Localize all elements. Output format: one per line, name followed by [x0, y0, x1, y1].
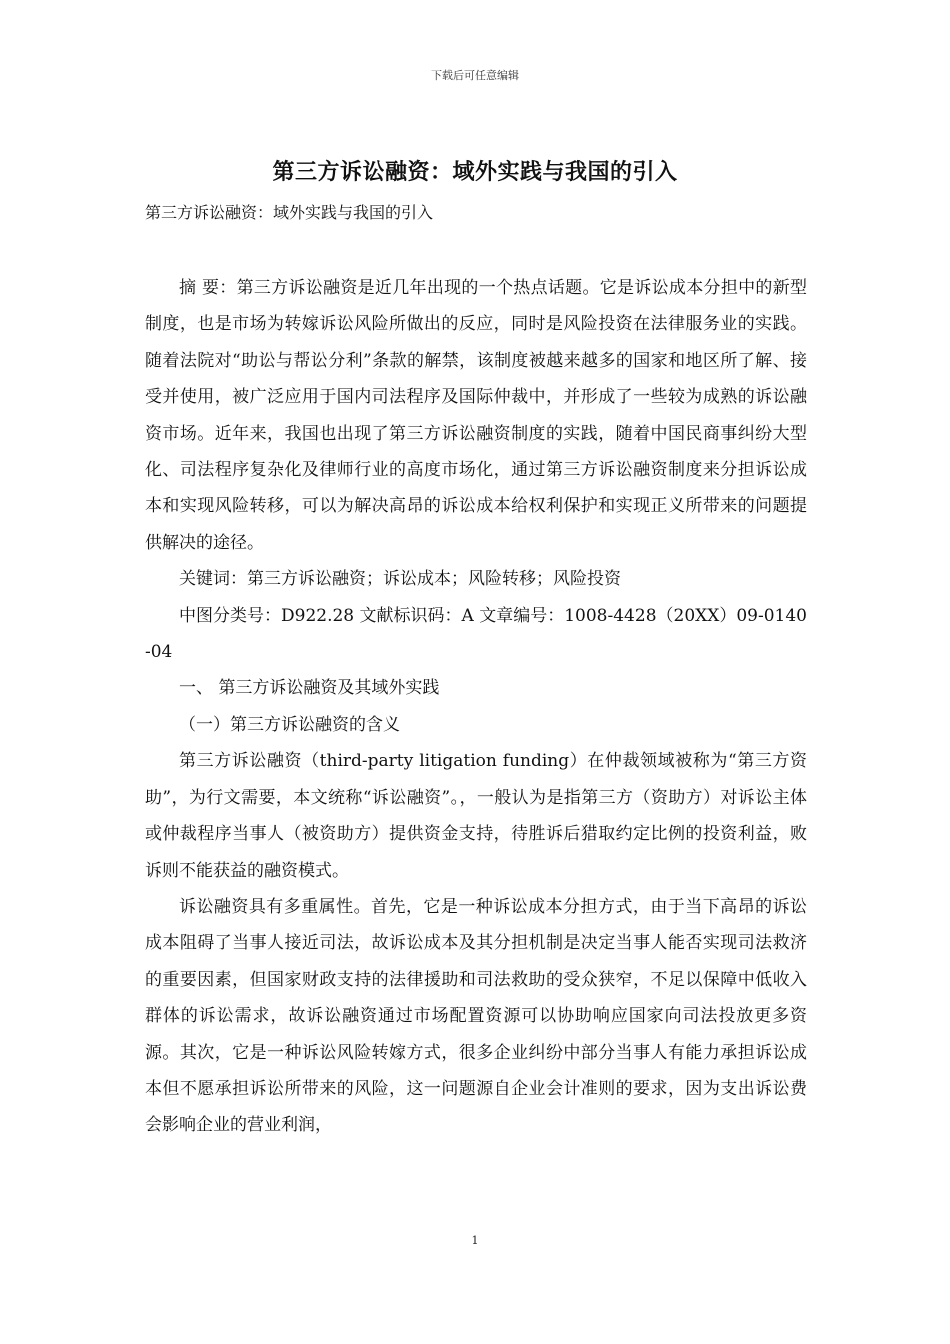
section-heading: 一、 第三方诉讼融资及其域外实践: [179, 678, 440, 699]
definition-paragraph: 第三方诉讼融资（third-party litigation funding）在仲裁领域被称为“第三方资助”，为行文需要，本文统称“诉讼融资”。，一般认为是指第三方（资助方）对诉讼主体或仲裁程序当事人（被资助方）提供资金支持，待胜诉后猎取约定比例的投资利益，败诉则不能获益的融资模式。: [145, 751, 807, 881]
attributes-paragraph: 诉讼融资具有多重属性。首先，它是一种诉讼成本分担方式，由于当下高昂的诉讼成本阻碍了当事人接近司法，故诉讼成本及其分担机制是决定当事人能否实现司法救济的重要因素，但国家财政支持的法律援助和司法救助的受众狭窄，不足以保障中低收入群体的诉讼需求，故诉讼融资通过市场配置资源可以协助响应国家向司法投放更多资源。其次，它是一种诉讼风险转嫁方式，很多企业纠纷中部分当事人有能力承担诉讼成本但不愿承担诉讼所带来的风险，这一问题源自企业会计准则的要求，因为支出诉讼费会影响企业的营业利润，: [145, 896, 807, 1136]
classification-paragraph: 中图分类号：D922.28 文献标识码：A 文章编号：1008-4428（20XX）09-0140-04: [145, 605, 807, 663]
document-body: [145, 270, 807, 1144]
document-subtitle: 第三方诉讼融资：域外实践与我国的引入: [145, 203, 434, 222]
keywords-paragraph: 关键词：第三方诉讼融资；诉讼成本；风险转移；风险投资: [179, 569, 621, 590]
abstract-paragraph: 摘 要：第三方诉讼融资是近几年出现的一个热点话题。它是诉讼成本分担中的新型制度，也是市场为转嫁诉讼风险所做出的反应，同时是风险投资在法律服务业的实践。随着法院对“助讼与帮讼分利”条款的解禁，该制度被越来越多的国家和地区所了解、接受并使用，被广泛应用于国内司法程序及国际仲裁中，并形成了一些较为成熟的诉讼融资市场。近年来，我国也出现了第三方诉讼融资制度的实践，随着中国民商事纠纷大型化、司法程序复杂化及律师行业的高度市场化，通过第三方诉讼融资制度来分担诉讼成本和实现风险转移，可以为解决高昂的诉讼成本给权利保护和实现正义所带来的问题提供解决的途径。: [145, 278, 807, 553]
header-note: 下载后可任意编辑: [431, 69, 519, 82]
document-title: 第三方诉讼融资：域外实践与我国的引入: [272, 159, 678, 185]
subsection-heading: （一）第三方诉讼融资的含义: [179, 714, 400, 735]
page-number: 1: [471, 1234, 479, 1247]
